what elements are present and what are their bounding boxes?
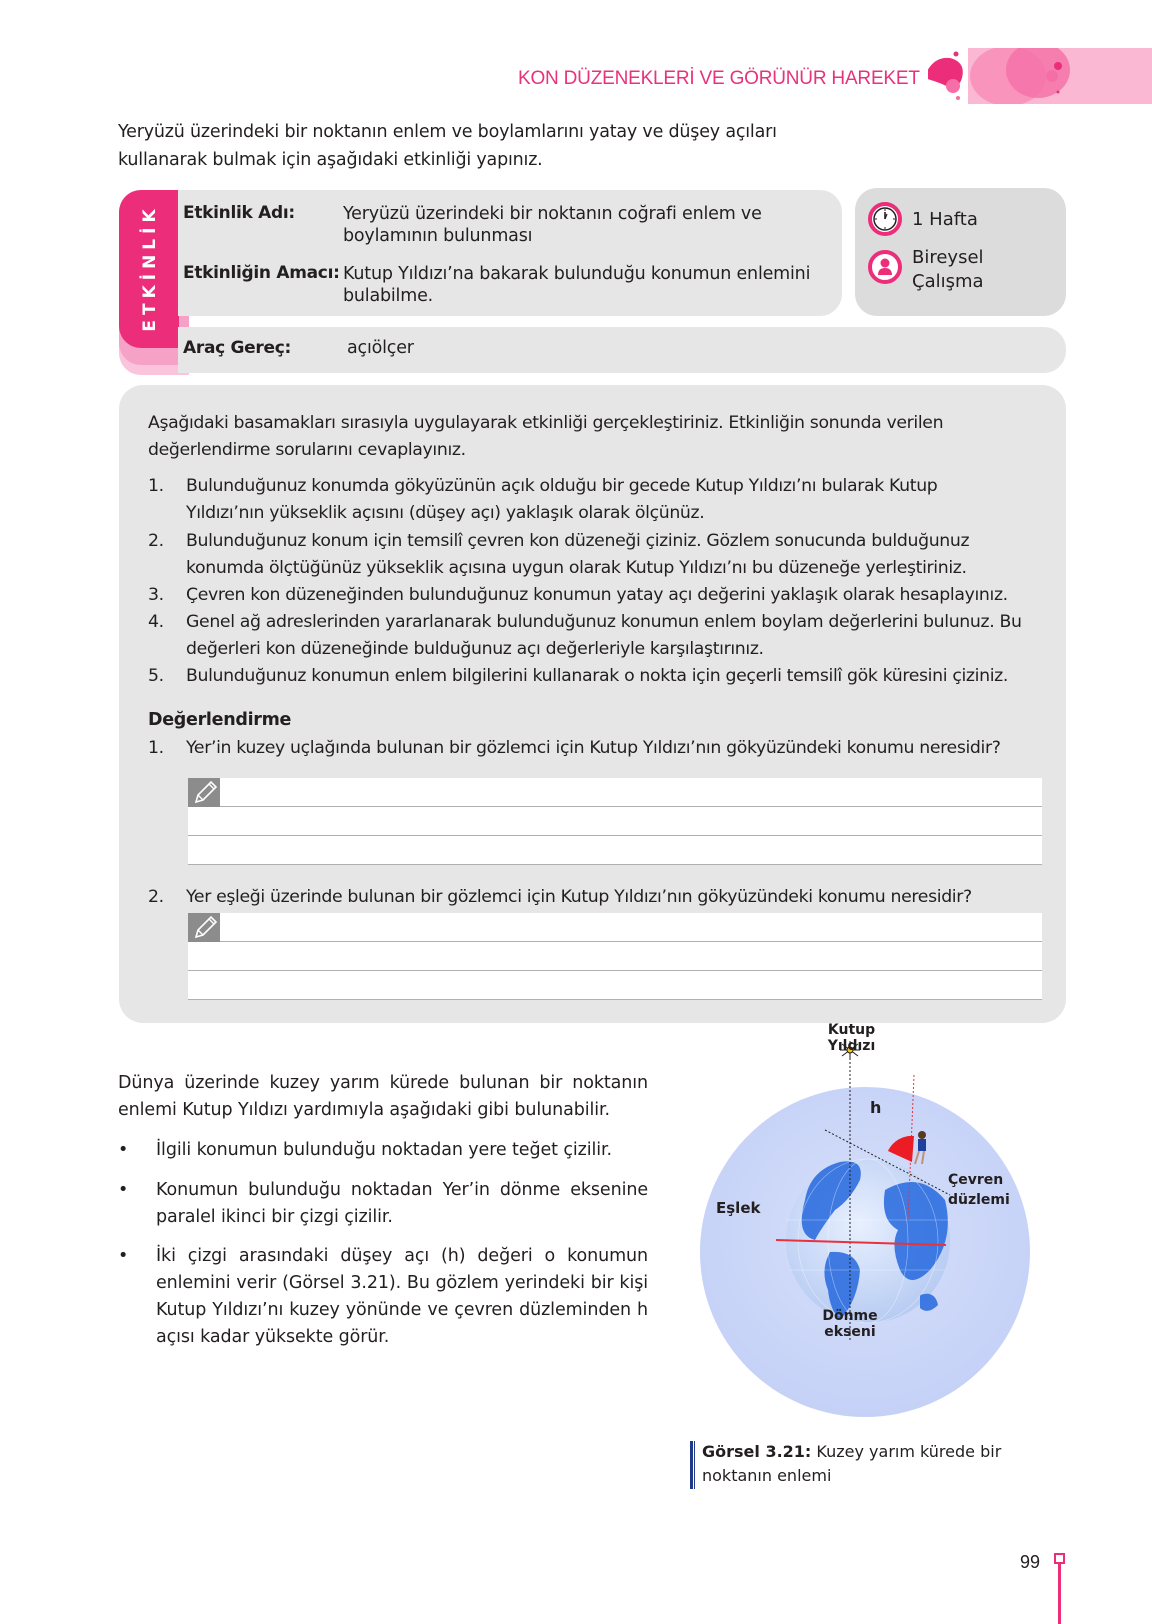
activity-name-label: Etkinlik Adı: (183, 203, 295, 223)
label-horizon-line1: Çevren (948, 1172, 1004, 1188)
label-axis-line2: ekseni (824, 1324, 876, 1340)
clock-icon (868, 202, 902, 236)
step-text: Genel ağ adreslerinden yararlanarak bulunduğunuz konumun enlem boylam değerlerini bulunuz. Bu değerleri kon düzeneğinde bulduğunuz açı değerleriyle karşılaştırınız. (186, 612, 1022, 659)
answer-area[interactable] (188, 778, 1042, 868)
bullet-dot: • (118, 1246, 129, 1266)
page-marker (1054, 1553, 1065, 1564)
answer-area[interactable] (188, 913, 1042, 1003)
caption-label: Görsel 3.21: (702, 1442, 812, 1461)
label-polaris: Kutup Yıldızı (827, 1022, 876, 1054)
activity-goal-label: Etkinliğin Amacı: (183, 263, 340, 283)
activity-name-value: Yeryüzü üzerindeki bir noktanın coğrafi enlem ve boylamının bulunması (343, 204, 762, 246)
step-item (148, 528, 1048, 582)
step-item (148, 663, 1048, 690)
bullet-item (118, 1137, 648, 1164)
earth-latitude-figure (690, 1022, 1050, 1420)
mode-text-line2: Çalışma (912, 271, 984, 292)
question-number: 2. (148, 887, 164, 907)
question-item (148, 884, 1048, 911)
label-angle-h: h (870, 1098, 882, 1117)
question-text: Yer’in kuzey uçlağında bulunan bir gözlemci için Kutup Yıldızı’nın gökyüzündeki konumu neresidir? (186, 738, 1001, 758)
bullet-dot: • (118, 1140, 129, 1160)
step-number: 5. (148, 666, 164, 686)
intro-text: Yeryüzü üzerindeki bir noktanın enlem ve boylamlarını yatay ve düşey açıları kullanarak bulmak için aşağıdaki etkinliği yapınız. (118, 122, 777, 170)
answer-line[interactable] (188, 778, 1042, 807)
caption-text: Kuzey yarım kürede bir noktanın enlemi (702, 1442, 1002, 1485)
earth-diagram (690, 1040, 1050, 1420)
bullet-text: Konumun bulunduğu noktadan Yer’in dönme eksenine paralel ikinci bir çizgi çizilir. (156, 1180, 648, 1227)
page-marker-line (1058, 1564, 1061, 1624)
page-number: 99 (1020, 1552, 1041, 1572)
label-axis-line1: Dönme (822, 1308, 878, 1324)
question-item (148, 735, 1048, 762)
step-text: Bulunduğunuz konum için temsilî çevren kon düzeneği çiziniz. Gözlem sonucunda bulduğunuz konumda ölçtüğünüz yükseklik açısına uygun olarak Kutup Yıldızı’nı bu düzeneğe yerleştiriniz. (186, 531, 970, 578)
label-equator: Eşlek (716, 1199, 761, 1217)
step-text: Bulunduğunuz konumda gökyüzünün açık olduğu bir gecede Kutup Yıldızı’nı bularak Kutup Yıldızı’nın yükseklik açısını (düşey açı) yaklaşık olarak ölçünüz. (186, 476, 938, 523)
bullet-dot: • (118, 1180, 129, 1200)
step-item (148, 609, 1048, 663)
step-item (148, 473, 1048, 527)
evaluation-title: Değerlendirme (148, 710, 292, 730)
step-text: Bulunduğunuz konumun enlem bilgilerini kullanarak o nokta için geçerli temsilî gök küresini çiziniz. (186, 666, 1009, 686)
instructions-intro: Aşağıdaki basamakları sırasıyla uygulayarak etkinliği gerçekleştiriniz. Etkinliğin sonunda verilen değerlendirme sorularını cevaplayınız. (148, 413, 944, 460)
lower-paragraph: Dünya üzerinde kuzey yarım kürede bulunan bir noktanın enlemi Kutup Yıldızı yardımıyla aşağıdaki gibi bulunabilir. (118, 1073, 648, 1120)
step-number: 2. (148, 531, 164, 551)
bullet-item (118, 1177, 648, 1231)
step-number: 4. (148, 612, 164, 632)
question-text: Yer eşleği üzerinde bulunan bir gözlemci için Kutup Yıldızı’nın gökyüzündeki konumu neresidir? (186, 887, 972, 907)
mode-text-line1: Bireysel (912, 247, 984, 268)
question-number: 1. (148, 738, 164, 758)
activity-tab-label: ETKİNLİK (140, 204, 160, 332)
tools-label: Araç Gereç: (183, 338, 291, 358)
label-horizon-line2: düzlemi (948, 1192, 1010, 1208)
answer-line[interactable] (188, 836, 1042, 865)
figure-caption (690, 1440, 1070, 1488)
duration-text: 1 Hafta (912, 209, 978, 230)
person-icon (868, 250, 902, 284)
pencil-icon (188, 913, 220, 942)
step-item (148, 582, 1048, 609)
tools-value: açıölçer (347, 338, 414, 358)
step-number: 3. (148, 585, 164, 605)
tools-box (178, 327, 1066, 373)
answer-line[interactable] (188, 942, 1042, 971)
step-text: Çevren kon düzeneğinden bulunduğunuz konumun yatay açı değerini yaklaşık olarak hesaplayınız. (186, 585, 1008, 605)
answer-line[interactable] (188, 807, 1042, 836)
bullet-item (118, 1243, 648, 1351)
activity-goal-value: Kutup Yıldızı’na bakarak bulunduğu konumun enlemini bulabilme. (343, 264, 811, 306)
pencil-icon (188, 778, 220, 807)
step-number: 1. (148, 476, 164, 496)
bullet-text: İki çizgi arasındaki düşey açı (h) değeri o konumun enlemini verir (Görsel 3.21). Bu gözlem yerindeki bir kişi Kutup Yıldızı’nı kuzey yönünde ve çevren düzleminden h açısı kadar yüksekte görür. (156, 1246, 648, 1347)
bullet-text: İlgili konumun bulunduğu noktadan yere teğet çizilir. (156, 1140, 612, 1160)
answer-line[interactable] (188, 971, 1042, 1000)
header-decoration (928, 48, 1152, 104)
chapter-title: KON DÜZENEKLERİ VE GÖRÜNÜR HAREKET (518, 68, 920, 89)
answer-line[interactable] (188, 913, 1042, 942)
